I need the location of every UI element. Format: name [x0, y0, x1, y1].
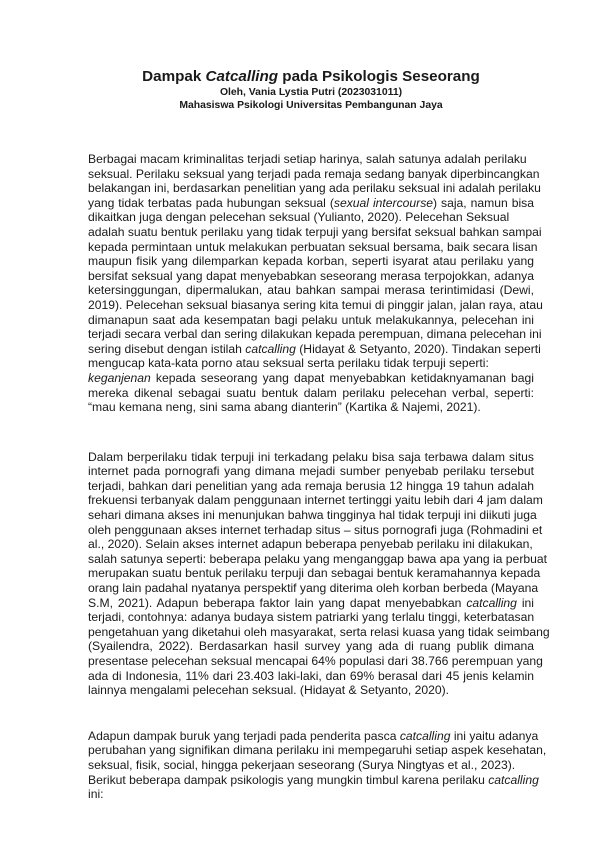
paragraph-3 — [88, 728, 547, 802]
text-run: ketersinggungan, dipermalukan, atau bahkan sampai merasa terintimidasi (Dewi, — [88, 283, 534, 298]
text-line — [88, 239, 538, 255]
text-run: terjadi, contohnya: adanya budaya sistem patriarki yang terlalu tinggi, keterbatasan — [88, 610, 535, 625]
italic-term: catcalling — [466, 595, 517, 610]
text-run: mereka dikenal sebagai suatu bentuk dalam perilaku pelecehan verbal, seperti: — [88, 385, 534, 400]
text-line — [88, 152, 534, 167]
text-line — [88, 210, 534, 225]
italic-term: catcalling — [245, 341, 296, 356]
text-line — [88, 566, 541, 581]
text-line — [88, 386, 534, 401]
text-line — [88, 596, 534, 611]
text-line — [88, 772, 539, 788]
text-line — [88, 464, 534, 479]
text-run: orang lain padahal nyatanya perspektif yang diterima oleh korban berbeda (Mayana — [88, 581, 539, 596]
text-line — [88, 610, 534, 625]
text-line — [88, 624, 550, 640]
text-run: sering disebut dengan istilah — [88, 341, 246, 356]
text-line — [88, 479, 534, 494]
text-line — [88, 669, 534, 684]
text-run: S.M, 2021). Adapun beberapa faktor lain yang dapat menyebabkan — [88, 595, 467, 610]
text-line — [88, 313, 534, 328]
text-run: seksual, fisik, social, hingga pekerjaan seseorang (Surya Ningtyas et al., 2023). — [88, 757, 516, 772]
text-line — [88, 639, 534, 654]
text-run: dimanapun saat ada kesempatan bagi pelaku untuk melakukannya, pelecehan ini — [88, 312, 534, 327]
text-run: Berikut beberapa dampak psikologis yang mungkin timbul karena perilaku — [88, 772, 489, 787]
text-run: Dalam berperilaku tidak terpuji ini terkadang pelaku bisa saja terbawa dalam situs — [88, 449, 534, 464]
text-run: ini: — [88, 787, 104, 802]
text-run: seksual. Perilaku seksual yang terjadi pada remaja sedang banyak diperbincangkan — [88, 166, 540, 181]
author-line: Oleh, Vania Lystia Putri (2023031011) — [219, 87, 403, 98]
text-run: ini — [516, 595, 534, 610]
text-run: ini yaitu adanya — [450, 728, 539, 743]
text-line — [88, 327, 542, 342]
text-run: perubahan yang signifikan dimana perilaku ini mempegaruhi setiap aspek kesehatan, — [88, 743, 547, 758]
text-line — [88, 224, 542, 240]
text-line — [88, 743, 547, 758]
text-run: oleh penggunaan akses internet terhadap situs – situs pornografi juga (Rohmadini et — [88, 522, 543, 537]
text-line — [88, 283, 534, 298]
text-run: dikaitkan juga dengan pelecehan seksual (Yulianto, 2020). Pelecehan Seksual — [88, 210, 510, 225]
text-run: pengetahuan yang diketahui oleh masyarakat, serta relasi kuasa yang tidak seimbang — [88, 624, 550, 639]
text-line — [88, 728, 539, 744]
text-run: 2019). Pelecehan seksual biasanya sering kita temui di pinggir jalan, jalan raya, atau — [88, 297, 543, 312]
text-run: (Hidayat & Setyanto, 2020). Tindakan seperti — [295, 341, 541, 356]
text-line — [88, 269, 534, 284]
text-run: belakangan ini, berdasarkan penelitian yang ada perilaku seksual ini adalah perilaku — [88, 181, 541, 196]
text-line — [88, 297, 543, 313]
text-run: salah satunya seperti: beberapa pelaku yang menganggap bawa apa yang ia perbuat — [88, 551, 547, 566]
text-run: presentase pelecehan seksual mencapai 64% populasi dari 38.766 perempuan yang — [88, 654, 543, 668]
text-run: kepada seseorang yang dapat menyebabkan ketidaknyamanan bagi — [150, 370, 534, 385]
text-line — [88, 166, 540, 182]
text-run: lainnya mengalami pelecehan seksual. (Hidayat & Setyanto, 2020). — [88, 683, 450, 698]
text-run: (Syailendra, 2022). Berdasarkan hasil survey yang ada di ruang publik dimana — [88, 639, 534, 654]
text-line — [88, 683, 534, 698]
text-run: terjadi secara verbal dan sering dilakukan kepada perempuan, dimana pelecehan ini — [88, 327, 542, 342]
text-line — [88, 581, 539, 596]
text-line — [88, 551, 547, 567]
text-line — [88, 450, 534, 465]
text-run: al., 2020). Selain akses internet adapun beberapa penyebab perilaku ini dilakukan, — [88, 537, 533, 552]
document-title: Dampak Catcalling pada Psikologis Seseorang — [142, 68, 480, 85]
text-run: kepada permintaan untuk melakukan perbuatan seksual bersama, baik secara lisan — [88, 239, 538, 254]
text-run: sehari dimana akses ini menunjukan bahwa tingginya hal tidak terpuji ini diikuti juga — [88, 508, 537, 523]
text-run: Berbagai macam kriminalitas terjadi setiap harinya, salah satunya adalah perilaku — [88, 152, 527, 166]
italic-term: keganjenan — [88, 370, 151, 385]
paragraph-1 — [88, 152, 543, 415]
text-line — [88, 254, 534, 269]
text-line — [88, 522, 543, 538]
text-line — [88, 196, 534, 211]
text-run: terjadi, bahkan dari penelitian yang ada remaja berusia 12 hingga 19 tahun adalah — [88, 478, 534, 493]
text-run: “mau kemana neng, sini sama abang dianterin” (Kartika & Najemi, 2021). — [88, 400, 481, 415]
text-run: frekuensi terbanyak dalam penggunaan internet tertinggi yaitu lebih dari 4 jam dalam — [88, 493, 543, 508]
text-line — [88, 508, 537, 523]
text-line — [88, 493, 543, 508]
text-line — [88, 537, 534, 552]
text-run: mengucap kata-kata porno atau seksual serta perilaku tidak terpuji seperti: — [88, 356, 489, 371]
text-line — [88, 181, 541, 196]
affiliation-line: Mahasiswa Psikologi Universitas Pembangunan Jaya — [179, 100, 443, 111]
text-run: merupakan suatu bentuk perilaku terpuji dan sebagai bentuk keramahannya kepada — [88, 566, 541, 581]
text-line — [88, 758, 534, 773]
italic-term: catcalling — [399, 728, 451, 743]
text-line — [88, 787, 534, 802]
text-run: maupun fisik yang dilemparkan kepada korban, seperti isyarat atau perilaku yang — [88, 254, 534, 269]
paragraph-2 — [88, 449, 550, 698]
text-line — [88, 356, 534, 371]
italic-term: sexual intercourse — [333, 195, 434, 210]
text-run: bersifat seksual yang dapat menyebabkan seseorang merasa terpojokkan, adanya — [88, 268, 534, 283]
text-line — [88, 400, 534, 415]
text-line — [88, 371, 534, 386]
text-run: Adapun dampak buruk yang terjadi pada penderita pasca — [88, 728, 400, 743]
text-line — [88, 341, 541, 357]
text-run: internet pada pornografi yang dimana mejadi sumber penyebab perilaku tersebut — [88, 464, 534, 479]
body-text — [88, 152, 550, 802]
title-italic-term: Catcalling — [205, 68, 279, 85]
italic-term: catcalling — [488, 772, 539, 787]
text-run: adalah suatu bentuk perilaku yang tidak terpuji yang bersifat seksual bahkan sampai — [88, 224, 542, 239]
text-run: yang tidak terbatas pada hubungan seksual ( — [88, 195, 334, 210]
text-run: ) saja, namun bisa — [433, 195, 535, 210]
text-run: ada di Indonesia, 11% dari 23.403 laki-laki, dan 69% berasal dari 45 jenis kelamin — [88, 668, 534, 683]
text-line — [88, 654, 543, 669]
